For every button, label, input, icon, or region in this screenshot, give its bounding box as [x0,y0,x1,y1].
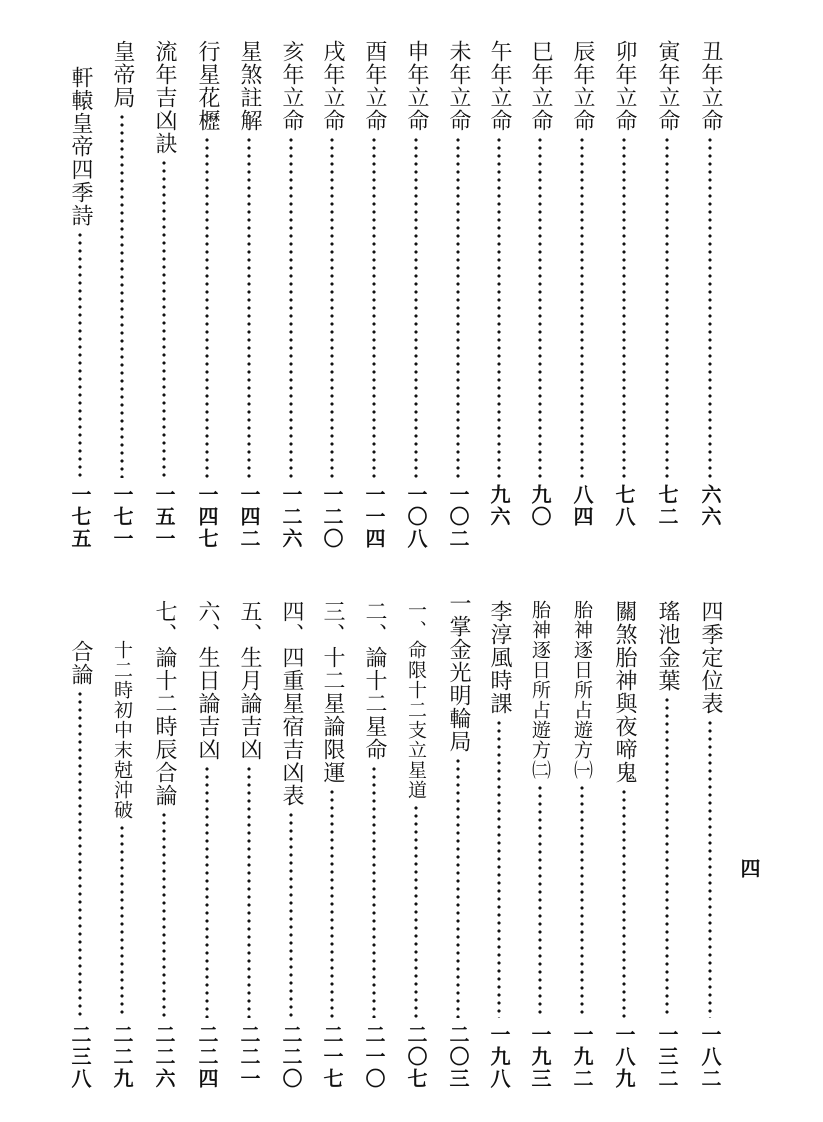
leader-dots [580,784,584,1018]
entry-title: 戌年立命 [320,40,345,132]
toc-entry[interactable] [104,40,140,550]
entry-page-number: 八四 [570,484,594,528]
leader-dots [289,136,293,478]
toc-entry[interactable] [606,40,642,550]
leader-dots [538,136,542,478]
entry-page-number: 一二〇 [320,484,344,550]
entry-page-number: 一九八 [487,1024,511,1090]
leader-dots [456,757,460,1018]
toc-entry[interactable] [522,600,558,1090]
leader-dots [289,811,293,1018]
entry-page-number: 二三八 [68,1024,92,1090]
entry-page-number: 一四七 [195,484,219,550]
entry-title: 三、十二星論限運 [320,600,345,784]
entry-title: 關煞胎神與夜啼鬼 [612,600,637,784]
leader-dots [372,765,376,1018]
leader-dots [330,788,334,1018]
entry-title: 四、四重星宿吉凶表 [279,600,304,807]
entry-title: 申年立命 [404,40,429,132]
leader-dots [205,765,209,1018]
leader-dots [162,811,166,1018]
entry-page-number: 二二〇 [279,1024,303,1090]
entry-title: 丑年立命 [698,40,723,132]
toc-entry[interactable] [314,600,350,1090]
toc-entry[interactable] [649,600,685,1090]
toc-entry[interactable] [146,40,182,550]
leader-dots [497,136,501,478]
entry-title: 午年立命 [487,40,512,132]
toc-entry[interactable] [692,40,728,550]
entry-page-number: 一七一 [110,484,134,550]
toc-entry[interactable] [564,600,600,1090]
toc-entry[interactable] [440,592,476,1090]
entry-title: 一、命限十二支立星道 [405,600,427,800]
entry-page-number: 九六 [487,484,511,528]
entry-title: 行星花櫪 [195,40,220,132]
entry-page-number: 一八二 [698,1024,722,1090]
leader-dots [247,136,251,478]
entry-title: 巳年立命 [528,40,553,132]
entry-page-number: 二〇三 [446,1024,470,1090]
entry-title: 軒轅皇帝四季詩 [68,66,93,227]
entry-title: 十二時初中末尅沖破 [111,640,133,820]
entry-page-number: 六六 [698,484,722,528]
toc-entry[interactable] [62,66,98,550]
entry-page-number: 九〇 [528,484,552,528]
leader-dots [120,113,124,478]
leader-dots [120,824,124,1018]
entry-title: 酉年立命 [362,40,387,132]
leader-dots [665,696,669,1018]
entry-title: 胎神逐日所占遊方㈠ [571,600,593,780]
leader-dots [247,765,251,1018]
entry-page-number: 一九三 [528,1024,552,1090]
toc-entry[interactable] [522,40,558,550]
entry-title: 辰年立命 [570,40,595,132]
entry-title: 一掌金光明輪局 [446,592,471,753]
toc-bottom-block [0,592,823,1090]
entry-page-number: 一〇二 [446,484,470,550]
leader-dots [497,719,501,1018]
leader-dots [538,784,542,1018]
toc-entry[interactable] [356,40,392,550]
leader-dots [78,690,82,1018]
entry-page-number: 一八九 [612,1024,636,1090]
toc-entry[interactable] [273,40,309,550]
entry-title: 李淳風時課 [487,600,512,715]
entry-page-number: 一二六 [279,484,303,550]
entry-title: 未年立命 [446,40,471,132]
entry-title: 合論 [68,640,93,686]
entry-page-number: 二二九 [110,1024,134,1090]
entry-page-number: 二二一 [237,1024,261,1090]
toc-entry[interactable] [692,600,728,1090]
entry-title: 星煞註解 [237,40,262,132]
toc-entry[interactable] [564,40,600,550]
toc-entry[interactable] [146,600,182,1090]
entry-title: 卯年立命 [612,40,637,132]
toc-entry[interactable] [189,600,225,1090]
entry-page-number: 二〇七 [404,1024,428,1090]
entry-page-number: 一三二 [655,1024,679,1090]
toc-entry[interactable] [649,40,685,550]
leader-dots [708,719,712,1018]
toc-entry[interactable] [440,40,476,550]
leader-dots [580,136,584,478]
toc-entry[interactable] [606,600,642,1090]
toc-entry[interactable] [273,600,309,1090]
toc-entry[interactable] [481,40,517,550]
entry-page-number: 一七五 [68,484,92,550]
entry-page-number: 一一四 [362,484,386,550]
toc-entry[interactable] [104,640,140,1090]
toc-entry[interactable] [231,40,267,550]
entry-title: 寅年立命 [655,40,680,132]
entry-page-number: 一四二 [237,484,261,550]
entry-title: 四季定位表 [698,600,723,715]
entry-title: 亥年立命 [279,40,304,132]
leader-dots [78,231,82,478]
toc-entry[interactable] [398,600,434,1090]
entry-page-number: 七二 [655,484,679,528]
leader-dots [622,788,626,1018]
toc-entry[interactable] [189,40,225,550]
leader-dots [456,136,460,478]
entry-title: 五、生月論吉凶 [237,600,262,761]
toc-entry[interactable] [314,40,350,550]
toc-top-block [0,40,823,550]
leader-dots [162,159,166,478]
entry-page-number: 二二四 [195,1024,219,1090]
folio-page-number: 四 [737,858,761,878]
entry-title: 流年吉凶訣 [152,40,177,155]
leader-dots [708,136,712,478]
toc-entry[interactable] [62,640,98,1090]
entry-title: 六、生日論吉凶 [195,600,220,761]
leader-dots [622,136,626,478]
toc-entry[interactable] [481,600,517,1090]
entry-page-number: 二一七 [320,1024,344,1090]
entry-title: 胎神逐日所占遊方㈡ [529,600,551,780]
entry-page-number: 二二六 [152,1024,176,1090]
entry-title: 瑤池金葉 [655,600,680,692]
leader-dots [330,136,334,478]
leader-dots [414,136,418,478]
leader-dots [414,804,418,1018]
leader-dots [665,136,669,478]
entry-title: 皇帝局 [110,40,135,109]
toc-entry[interactable] [356,600,392,1090]
entry-page-number: 一五一 [152,484,176,550]
leader-dots [372,136,376,478]
entry-page-number: 一〇八 [404,484,428,550]
entry-page-number: 七八 [612,484,636,528]
entry-title: 七、論十二時辰合論 [152,600,177,807]
leader-dots [205,136,209,478]
entry-page-number: 一九二 [570,1024,594,1090]
toc-entry[interactable] [231,600,267,1090]
toc-entry[interactable] [398,40,434,550]
entry-title: 二、論十二星命 [362,600,387,761]
entry-page-number: 二一〇 [362,1024,386,1090]
